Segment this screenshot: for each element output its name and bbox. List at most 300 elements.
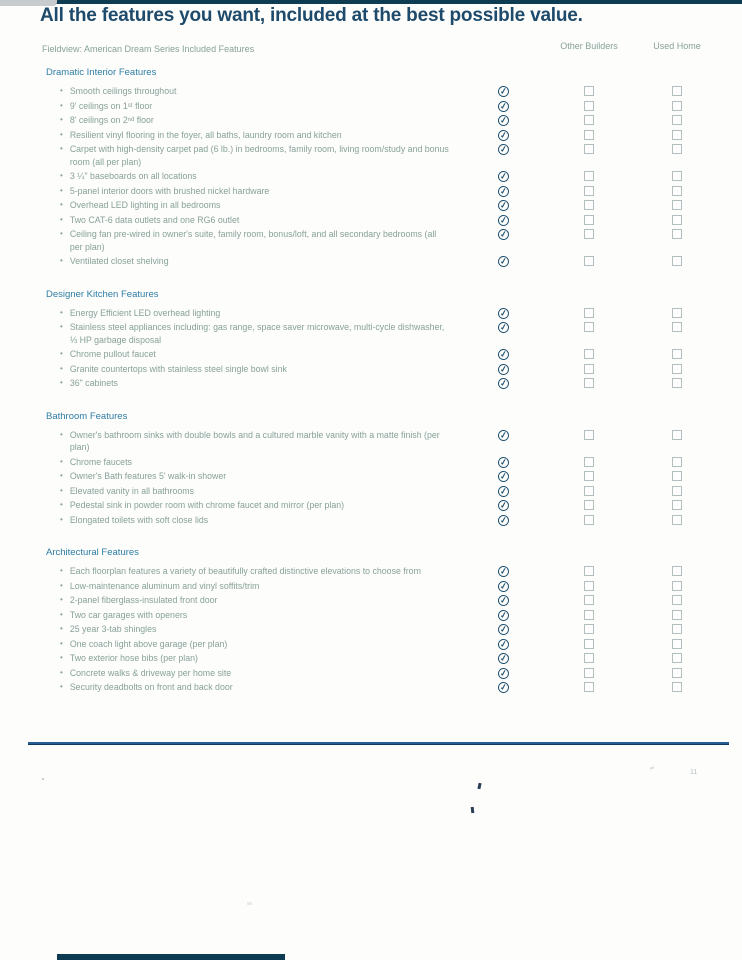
used-home-cell — [633, 255, 721, 268]
feature-text — [46, 377, 461, 390]
used-home-cell — [633, 214, 721, 227]
included-cell — [461, 100, 545, 113]
used-home-checkbox[interactable] — [672, 378, 682, 388]
feature-row — [46, 499, 721, 512]
feature-text — [46, 565, 461, 578]
series-subtitle: Fieldview: American Dream Series Included Features — [42, 44, 255, 54]
feature-row — [46, 580, 721, 593]
feature-label: Carpet with high-density carpet pad (6 lb.) in bedrooms, family room, living room/study and bonus room (all per plan) — [69, 144, 449, 167]
other-builders-cell — [545, 667, 633, 680]
circled-check-icon: ✓ — [497, 199, 509, 211]
feature-row — [46, 85, 721, 98]
used-home-cell — [633, 667, 721, 680]
used-home-checkbox[interactable] — [672, 457, 682, 467]
feature-text — [46, 100, 461, 113]
other-builders-checkbox[interactable] — [584, 430, 594, 440]
feature-text — [46, 580, 461, 593]
bullet-icon: • — [60, 349, 63, 358]
page-top-edge-strip — [0, 0, 742, 4]
bullet-icon: • — [60, 214, 63, 224]
used-home-checkbox[interactable] — [672, 595, 682, 605]
feature-row — [46, 429, 721, 454]
page-number: 11 — [690, 769, 698, 776]
column-header-other-builders: Other Builders — [560, 41, 618, 51]
used-home-checkbox[interactable] — [672, 471, 682, 481]
used-home-cell — [633, 681, 721, 694]
feature-text — [46, 348, 461, 361]
feature-label: Smooth ceilings throughout — [69, 86, 177, 96]
feature-label: Low-maintenance aluminum and vinyl soffits/trim — [69, 580, 260, 591]
bullet-icon: • — [60, 185, 63, 195]
other-builders-checkbox[interactable] — [584, 186, 594, 196]
bullet-icon: • — [60, 171, 63, 180]
circled-check-icon: ✓ — [497, 429, 509, 441]
bullet-icon: • — [60, 471, 63, 480]
bullet-icon: • — [60, 514, 63, 524]
other-builders-cell — [545, 514, 633, 527]
other-builders-checkbox[interactable] — [584, 668, 594, 678]
other-builders-cell — [545, 594, 633, 607]
feature-row — [46, 214, 721, 227]
included-cell — [461, 255, 545, 268]
bullet-icon: • — [60, 200, 63, 209]
feature-text — [46, 214, 461, 227]
feature-text — [46, 255, 461, 268]
feature-text — [46, 228, 461, 253]
bullet-icon: • — [60, 624, 63, 633]
other-builders-checkbox[interactable] — [584, 515, 594, 525]
feature-row — [46, 100, 721, 113]
feature-label: Ceiling fan pre-wired in owner's suite, family room, bonus/loft, and all secondary bedrooms (all per plan) — [69, 229, 437, 252]
feature-label: 9' ceilings on 1ˢᵗ floor — [69, 100, 153, 111]
feature-row — [46, 565, 721, 578]
other-builders-cell — [545, 623, 633, 636]
feature-label: Stainless steel appliances including: gas range, space saver microwave, multi-cycle dishwasher, ⅓ HP garbage disposal — [69, 322, 445, 345]
used-home-checkbox[interactable] — [672, 200, 682, 210]
feature-text — [46, 499, 461, 512]
used-home-cell — [633, 321, 721, 346]
feature-row — [46, 199, 721, 212]
used-home-checkbox[interactable] — [672, 566, 682, 576]
circled-check-icon: ✓ — [497, 609, 509, 621]
used-home-cell — [633, 170, 721, 183]
feature-text — [46, 321, 461, 346]
used-home-cell — [633, 348, 721, 361]
used-home-cell — [633, 199, 721, 212]
other-builders-cell — [545, 565, 633, 578]
feature-label: Two car garages with openers — [69, 609, 188, 620]
circled-check-icon: ✓ — [497, 514, 509, 526]
included-cell — [461, 85, 545, 98]
bullet-icon: • — [60, 653, 63, 662]
feature-text — [46, 623, 461, 636]
feature-text — [46, 609, 461, 622]
included-cell — [461, 170, 545, 183]
circled-check-icon: ✓ — [497, 377, 509, 389]
other-builders-cell — [545, 170, 633, 183]
used-home-cell — [633, 514, 721, 527]
section-heading: Bathroom Features — [46, 410, 128, 422]
circled-check-icon: ✓ — [497, 348, 509, 360]
used-home-cell — [633, 377, 721, 390]
other-builders-checkbox[interactable] — [584, 639, 594, 649]
other-builders-checkbox[interactable] — [584, 256, 594, 266]
other-builders-cell — [545, 363, 633, 376]
feature-text — [46, 363, 461, 376]
feature-row — [46, 185, 721, 198]
other-builders-cell — [545, 321, 633, 346]
included-cell — [461, 363, 545, 376]
circled-check-icon: ✓ — [497, 363, 509, 375]
other-builders-checkbox[interactable] — [584, 566, 594, 576]
scan-artifact — [42, 778, 44, 780]
section-heading: Dramatic Interior Features — [46, 67, 157, 78]
feature-section — [46, 411, 721, 527]
bullet-icon: • — [60, 363, 63, 373]
other-builders-checkbox[interactable] — [584, 364, 594, 374]
used-home-cell — [633, 456, 721, 469]
feature-row — [46, 129, 721, 142]
circled-check-icon: ✓ — [497, 594, 509, 606]
other-builders-checkbox[interactable] — [584, 595, 594, 605]
used-home-checkbox[interactable] — [672, 430, 682, 440]
feature-text — [46, 114, 461, 127]
circled-check-icon: ✓ — [497, 652, 509, 664]
included-cell — [461, 185, 545, 198]
included-cell — [461, 499, 545, 512]
circled-check-icon: ✓ — [497, 100, 509, 112]
other-builders-checkbox[interactable] — [584, 171, 594, 181]
circled-check-icon: ✓ — [497, 143, 509, 155]
feature-row — [46, 638, 721, 651]
other-builders-cell — [545, 199, 633, 212]
other-builders-cell — [545, 100, 633, 113]
used-home-cell — [633, 143, 721, 168]
other-builders-checkbox[interactable] — [584, 581, 594, 591]
section-rows — [46, 307, 721, 390]
bullet-icon: • — [60, 307, 63, 317]
other-builders-cell — [545, 652, 633, 665]
used-home-checkbox[interactable] — [672, 653, 682, 663]
bullet-icon: • — [60, 115, 63, 124]
used-home-checkbox[interactable] — [672, 668, 682, 678]
bullet-icon: • — [60, 86, 63, 95]
feature-row — [46, 170, 721, 183]
included-cell — [461, 514, 545, 527]
other-builders-cell — [545, 348, 633, 361]
feature-text — [46, 638, 461, 651]
feature-row — [46, 363, 721, 376]
feature-label: Resilient vinyl flooring in the foyer, all baths, laundry room and kitchen — [69, 129, 342, 140]
feature-label: Elongated toilets with soft close lids — [69, 514, 209, 525]
included-cell — [461, 485, 545, 498]
feature-row — [46, 307, 721, 320]
used-home-cell — [633, 307, 721, 320]
other-builders-cell — [545, 377, 633, 390]
used-home-cell — [633, 429, 721, 454]
feature-row — [46, 667, 721, 680]
other-builders-checkbox[interactable] — [584, 130, 594, 140]
other-builders-checkbox[interactable] — [584, 200, 594, 210]
feature-label: 36" cabinets — [69, 378, 118, 388]
feature-label: Two exterior hose bibs (per plan) — [69, 653, 198, 663]
used-home-checkbox[interactable] — [672, 229, 682, 239]
bullet-icon: • — [60, 485, 63, 495]
feature-row — [46, 609, 721, 622]
page-bottom-edge-strip — [57, 954, 285, 960]
circled-check-icon: ✓ — [497, 170, 509, 182]
feature-row — [46, 681, 721, 694]
section-heading: Architectural Features — [46, 547, 139, 558]
other-builders-checkbox[interactable] — [584, 115, 594, 125]
circled-check-icon: ✓ — [497, 499, 509, 511]
bullet-icon: • — [60, 144, 63, 153]
other-builders-cell — [545, 255, 633, 268]
used-home-checkbox[interactable] — [672, 186, 682, 196]
other-builders-checkbox[interactable] — [584, 471, 594, 481]
included-cell — [461, 623, 545, 636]
other-builders-checkbox[interactable] — [584, 486, 594, 496]
other-builders-cell — [545, 129, 633, 142]
other-builders-cell — [545, 85, 633, 98]
bullet-icon: • — [60, 229, 63, 238]
circled-check-icon: ✓ — [497, 307, 509, 319]
feature-text — [46, 470, 461, 483]
included-cell — [461, 580, 545, 593]
used-home-checkbox[interactable] — [672, 349, 682, 359]
bullet-icon: • — [60, 500, 63, 509]
circled-check-icon: ✓ — [497, 681, 509, 693]
feature-label: Security deadbolts on front and back door — [69, 682, 233, 692]
circled-check-icon: ✓ — [497, 321, 509, 333]
used-home-checkbox[interactable] — [672, 486, 682, 496]
bullet-icon: • — [60, 609, 63, 619]
other-builders-cell — [545, 456, 633, 469]
used-home-checkbox[interactable] — [672, 682, 682, 692]
used-home-checkbox[interactable] — [672, 610, 682, 620]
feature-text — [46, 594, 461, 607]
included-cell — [461, 565, 545, 578]
feature-label: Each floorplan features a variety of beautifully crafted distinctive elevations to choose from — [69, 566, 421, 576]
feature-text — [46, 199, 461, 212]
feature-text — [46, 652, 461, 665]
section-rows — [46, 85, 721, 268]
circled-check-icon: ✓ — [497, 485, 509, 497]
circled-check-icon: ✓ — [497, 85, 509, 97]
feature-label: Ventilated closet shelving — [69, 256, 169, 266]
used-home-checkbox[interactable] — [672, 515, 682, 525]
other-builders-checkbox[interactable] — [584, 610, 594, 620]
feature-label: Energy Efficient LED overhead lighting — [69, 307, 221, 318]
bullet-icon: • — [60, 667, 63, 677]
feature-row — [46, 623, 721, 636]
column-header-used-home: Used Home — [653, 41, 701, 51]
included-cell — [461, 609, 545, 622]
used-home-checkbox[interactable] — [672, 308, 682, 318]
feature-text — [46, 514, 461, 527]
circled-check-icon: ✓ — [497, 565, 509, 577]
other-builders-cell — [545, 499, 633, 512]
included-cell — [461, 681, 545, 694]
bullet-icon: • — [60, 566, 63, 575]
used-home-checkbox[interactable] — [672, 500, 682, 510]
used-home-cell — [633, 609, 721, 622]
feature-text — [46, 485, 461, 498]
feature-label: Chrome faucets — [69, 456, 132, 467]
feature-row — [46, 255, 721, 268]
feature-row — [46, 485, 721, 498]
feature-row — [46, 228, 721, 253]
used-home-checkbox[interactable] — [672, 86, 682, 96]
included-cell — [461, 307, 545, 320]
bullet-icon: • — [60, 100, 63, 110]
feature-label: Granite countertops with stainless steel single bowl sink — [69, 363, 287, 374]
other-builders-checkbox[interactable] — [584, 101, 594, 111]
section-heading: Designer Kitchen Features — [46, 288, 159, 300]
other-builders-cell — [545, 429, 633, 454]
feature-row — [46, 594, 721, 607]
included-cell — [461, 129, 545, 142]
scan-artifact — [247, 902, 252, 905]
used-home-checkbox[interactable] — [672, 322, 682, 332]
footer-divider — [28, 742, 729, 745]
bullet-icon: • — [60, 580, 63, 590]
included-cell — [461, 199, 545, 212]
included-cell — [461, 114, 545, 127]
bullet-icon: • — [60, 456, 63, 466]
included-cell — [461, 594, 545, 607]
feature-row — [46, 377, 721, 390]
feature-text — [46, 185, 461, 198]
other-builders-checkbox[interactable] — [584, 144, 594, 154]
section-rows — [46, 565, 721, 694]
other-builders-cell — [545, 307, 633, 320]
used-home-checkbox[interactable] — [672, 256, 682, 266]
used-home-checkbox[interactable] — [672, 624, 682, 634]
used-home-checkbox[interactable] — [672, 130, 682, 140]
page-title: All the features you want, included at the best possible value. — [40, 5, 583, 26]
feature-text — [46, 456, 461, 469]
used-home-cell — [633, 85, 721, 98]
used-home-cell — [633, 100, 721, 113]
bullet-icon: • — [60, 682, 63, 691]
included-cell — [461, 348, 545, 361]
feature-text — [46, 129, 461, 142]
feature-text — [46, 170, 461, 183]
feature-label: Chrome pullout faucet — [69, 349, 156, 359]
other-builders-cell — [545, 580, 633, 593]
circled-check-icon: ✓ — [497, 580, 509, 592]
other-builders-cell — [545, 228, 633, 253]
other-builders-checkbox[interactable] — [584, 624, 594, 634]
used-home-checkbox[interactable] — [672, 639, 682, 649]
used-home-cell — [633, 565, 721, 578]
feature-label: 5-panel interior doors with brushed nickel hardware — [69, 185, 270, 196]
other-builders-checkbox[interactable] — [584, 682, 594, 692]
other-builders-cell — [545, 470, 633, 483]
feature-label: One coach light above garage (per plan) — [69, 638, 228, 649]
feature-label: 2-panel fiberglass-insulated front door — [69, 595, 218, 605]
feature-text — [46, 307, 461, 320]
other-builders-checkbox[interactable] — [584, 653, 594, 663]
feature-label: Two CAT-6 data outlets and one RG6 outlet — [69, 214, 240, 225]
feature-row — [46, 652, 721, 665]
used-home-cell — [633, 363, 721, 376]
other-builders-cell — [545, 214, 633, 227]
included-cell — [461, 456, 545, 469]
other-builders-checkbox[interactable] — [584, 215, 594, 225]
bullet-icon: • — [60, 256, 63, 265]
used-home-cell — [633, 652, 721, 665]
feature-label: 8' ceilings on 2ⁿᵈ floor — [69, 115, 154, 125]
scan-artifact — [650, 766, 654, 769]
used-home-cell — [633, 623, 721, 636]
other-builders-checkbox[interactable] — [584, 229, 594, 239]
used-home-cell — [633, 228, 721, 253]
bullet-icon: • — [60, 129, 63, 139]
feature-text — [46, 143, 461, 168]
feature-row — [46, 514, 721, 527]
feature-row — [46, 114, 721, 127]
used-home-checkbox[interactable] — [672, 101, 682, 111]
feature-row — [46, 348, 721, 361]
included-cell — [461, 667, 545, 680]
other-builders-checkbox[interactable] — [584, 86, 594, 96]
circled-check-icon: ✓ — [497, 456, 509, 468]
circled-check-icon: ✓ — [497, 667, 509, 679]
included-cell — [461, 321, 545, 346]
other-builders-checkbox[interactable] — [584, 378, 594, 388]
other-builders-checkbox[interactable] — [584, 349, 594, 359]
feature-row — [46, 321, 721, 346]
feature-label: Concrete walks & driveway per home site — [69, 667, 232, 678]
bullet-icon: • — [60, 595, 63, 604]
circled-check-icon: ✓ — [497, 623, 509, 635]
feature-text — [46, 681, 461, 694]
circled-check-icon: ✓ — [497, 255, 509, 267]
feature-text — [46, 85, 461, 98]
other-builders-checkbox[interactable] — [584, 308, 594, 318]
used-home-checkbox[interactable] — [672, 215, 682, 225]
section-rows — [46, 429, 721, 527]
other-builders-checkbox[interactable] — [584, 322, 594, 332]
circled-check-icon: ✓ — [497, 114, 509, 126]
other-builders-checkbox[interactable] — [584, 500, 594, 510]
used-home-cell — [633, 638, 721, 651]
feature-section — [46, 289, 721, 390]
circled-check-icon: ✓ — [497, 214, 509, 226]
used-home-checkbox[interactable] — [672, 364, 682, 374]
feature-label: Owner's bathroom sinks with double bowls and a cultured marble vanity with a matte finish (per plan) — [69, 429, 440, 452]
feature-label: Elevated vanity in all bathrooms — [69, 485, 195, 496]
included-cell — [461, 143, 545, 168]
other-builders-checkbox[interactable] — [584, 457, 594, 467]
other-builders-cell — [545, 185, 633, 198]
other-builders-cell — [545, 681, 633, 694]
used-home-checkbox[interactable] — [672, 581, 682, 591]
circled-check-icon: ✓ — [497, 228, 509, 240]
used-home-checkbox[interactable] — [672, 144, 682, 154]
included-cell — [461, 214, 545, 227]
used-home-checkbox[interactable] — [672, 171, 682, 181]
used-home-cell — [633, 580, 721, 593]
used-home-checkbox[interactable] — [672, 115, 682, 125]
feature-label: Owner's Bath features 5' walk-in shower — [69, 471, 227, 481]
bullet-icon: • — [60, 638, 63, 648]
other-builders-cell — [545, 114, 633, 127]
used-home-cell — [633, 114, 721, 127]
bullet-icon: • — [60, 378, 63, 387]
